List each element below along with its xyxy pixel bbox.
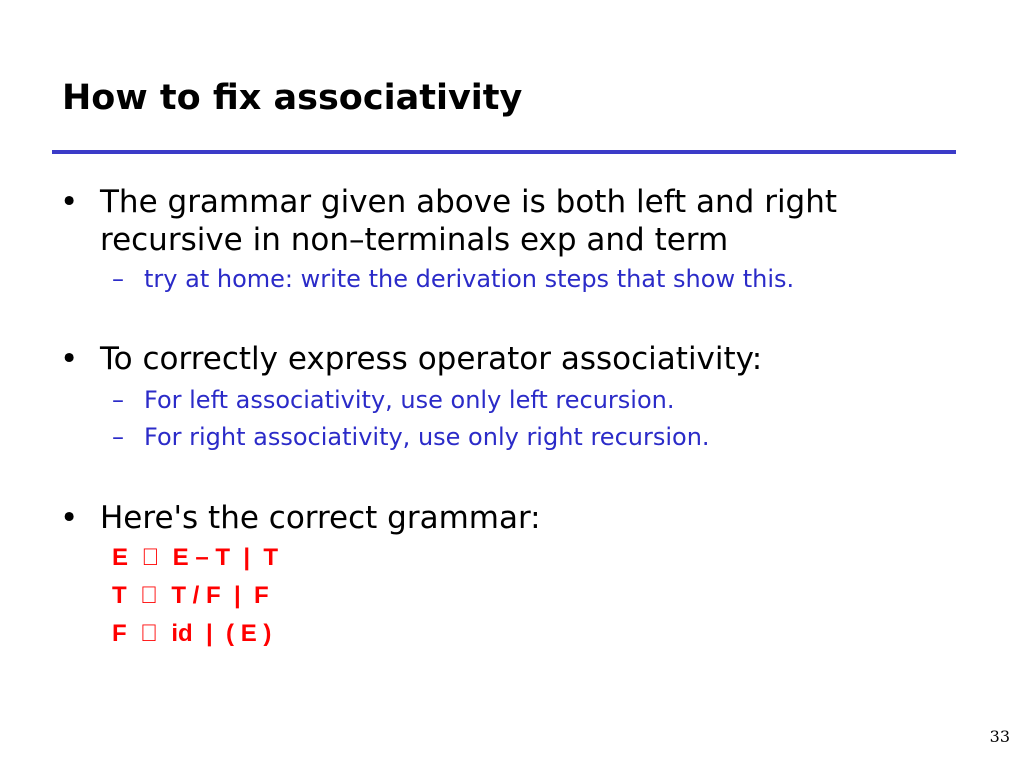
- sub-bullet-text: For left associativity, use only left recursion.: [144, 386, 675, 414]
- dash-icon: –: [112, 386, 124, 414]
- dash-icon: –: [112, 265, 124, 293]
- dash-icon: –: [112, 423, 124, 451]
- title-divider: [52, 150, 956, 154]
- sub-bullet-item: [112, 422, 710, 452]
- sub-bullet-text: For right associativity, use only right recursion.: [144, 423, 710, 451]
- grammar-rule: F id | ( E ): [112, 620, 261, 647]
- bullet-icon: •: [60, 341, 79, 377]
- sub-bullet-item: [112, 264, 794, 294]
- bullet-text-line: The grammar given above is both left and right: [100, 184, 838, 220]
- bullet-icon: •: [60, 500, 79, 536]
- slide-title: How to fix associativity: [62, 78, 523, 118]
- bullet-text-line: To correctly express operator associativity:: [100, 341, 763, 377]
- grammar-rule: E E – T | T: [112, 544, 267, 571]
- sub-bullet-text: try at home: write the derivation steps that show this.: [144, 265, 795, 293]
- grammar-rule: T T / F | F: [112, 582, 258, 609]
- bullet-text-line: recursive in non–terminals exp and term: [100, 222, 729, 258]
- page-number: 33: [989, 727, 1010, 746]
- bullet-icon: •: [60, 184, 79, 220]
- bullet-text-line: Here's the correct grammar:: [100, 500, 541, 536]
- sub-bullet-item: [112, 385, 675, 415]
